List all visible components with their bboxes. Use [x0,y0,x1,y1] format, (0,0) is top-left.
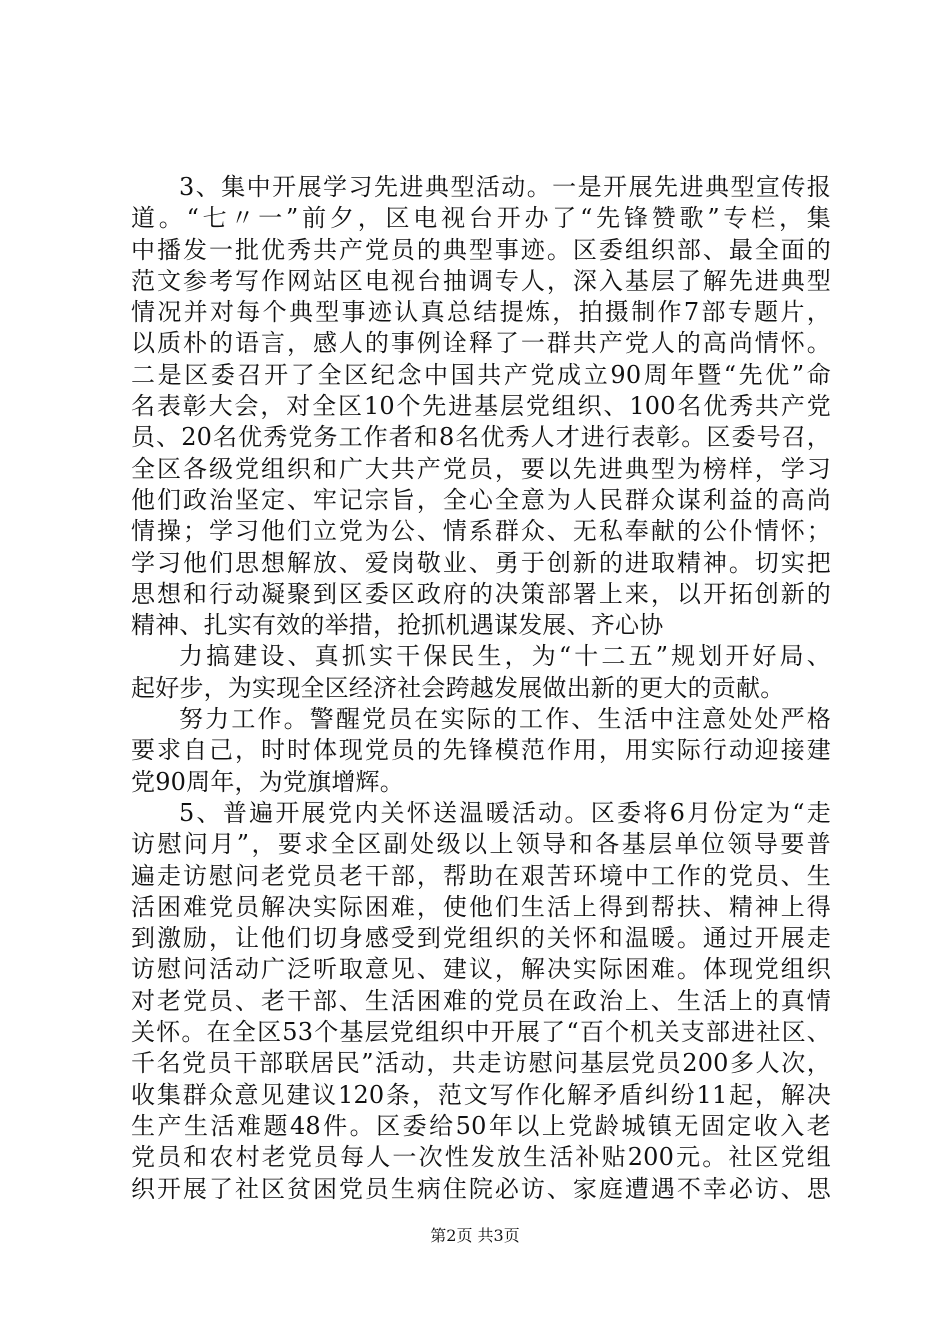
text-line: 访慰问月”，要求全区副处级以上领导和各基层单位领导要普 [131,830,831,859]
text-line: 中播发一批优秀共产党员的典型事迹。区委组织部、最全面的 [131,235,831,264]
text-line: 遍走访慰问老党员老干部，帮助在艰苦环境中工作的党员、生 [131,861,831,890]
text-line: 活困难党员解决实际困难，使他们生活上得到帮扶、精神上得 [131,892,831,921]
text-line: 以质朴的语言，感人的事例诠释了一群共产党人的高尚情怀。 [131,329,831,358]
text-line: 情况并对每个典型事迹认真总结提炼，拍摄制作7部专题片， [131,298,831,327]
text-line: 织开展了社区贫困党员生病住院必访、家庭遭遇不幸必访、思 [131,1174,831,1203]
text-line: 到激励，让他们切身感受到党组织的关怀和温暖。通过开展走 [131,924,831,953]
text-line: 5、普遍开展党内关怀送温暖活动。区委将6月份定为“走 [179,798,831,827]
text-line: 访慰问活动广泛听取意见、建议，解决实际困难。体现党组织 [131,955,831,984]
text-line: 关怀。在全区53个基层党组织中开展了“百个机关支部进社区、 [131,1018,831,1047]
text-line: 收集群众意见建议120条，范文写作化解矛盾纠纷11起，解决 [131,1080,831,1109]
text-line: 名表彰大会，对全区10个先进基层党组织、100名优秀共产党 [131,392,831,421]
page-number-footer: 第2页 共3页 [430,1226,520,1245]
text-line: 党90周年，为党旗增辉。 [131,767,404,796]
text-line: 范文参考写作网站区电视台抽调专人，深入基层了解先进典型 [131,266,831,295]
text-line: 他们政治坚定、牢记宗旨，全心全意为人民群众谋利益的高尚 [131,485,831,514]
text-line: 3、集中开展学习先进典型活动。一是开展先进典型宣传报 [179,173,831,201]
text-line: 起好步，为实现全区经济社会跨越发展做出新的更大的贡献。 [131,673,785,702]
text-line: 道。“七〃一”前夕，区电视台开办了“先锋赞歌”专栏，集 [131,204,831,233]
text-line: 二是区委召开了全区纪念中国共产党成立90周年暨“先优”命 [131,360,831,389]
text-line: 生产生活难题48件。区委给50年以上党龄城镇无固定收入老 [131,1111,831,1140]
text-line: 学习他们思想解放、爱岗敬业、勇于创新的进取精神。切实把 [131,548,831,577]
text-line: 要求自己，时时体现党员的先锋模范作用，用实际行动迎接建 [131,736,831,765]
text-line: 思想和行动凝聚到区委区政府的决策部署上来，以开拓创新的 [131,579,831,608]
text-line: 全区各级党组织和广大共产党员，要以先进典型为榜样，学习 [131,454,831,483]
text-line: 精神、扎实有效的举措，抢抓机遇谋发展、齐心协 [131,611,664,640]
text-line: 情操；学习他们立党为公、情系群众、无私奉献的公仆情怀； [131,517,831,546]
text-line: 对老党员、老干部、生活困难的党员在政治上、生活上的真情 [131,986,831,1015]
text-line: 力搞建设、真抓实干保民生，为“十二五”规划开好局、 [179,642,831,671]
body-text [131,172,831,1205]
text-line: 员、20名优秀党务工作者和8名优秀人才进行表彰。区委号召， [131,423,831,452]
text-line: 千名党员干部联居民”活动，共走访慰问基层党员200多人次， [131,1049,831,1078]
text-line: 努力工作。警醒党员在实际的工作、生活中注意处处严格 [179,705,831,734]
text-line: 党员和农村老党员每人一次性发放生活补贴200元。社区党组 [131,1143,831,1172]
